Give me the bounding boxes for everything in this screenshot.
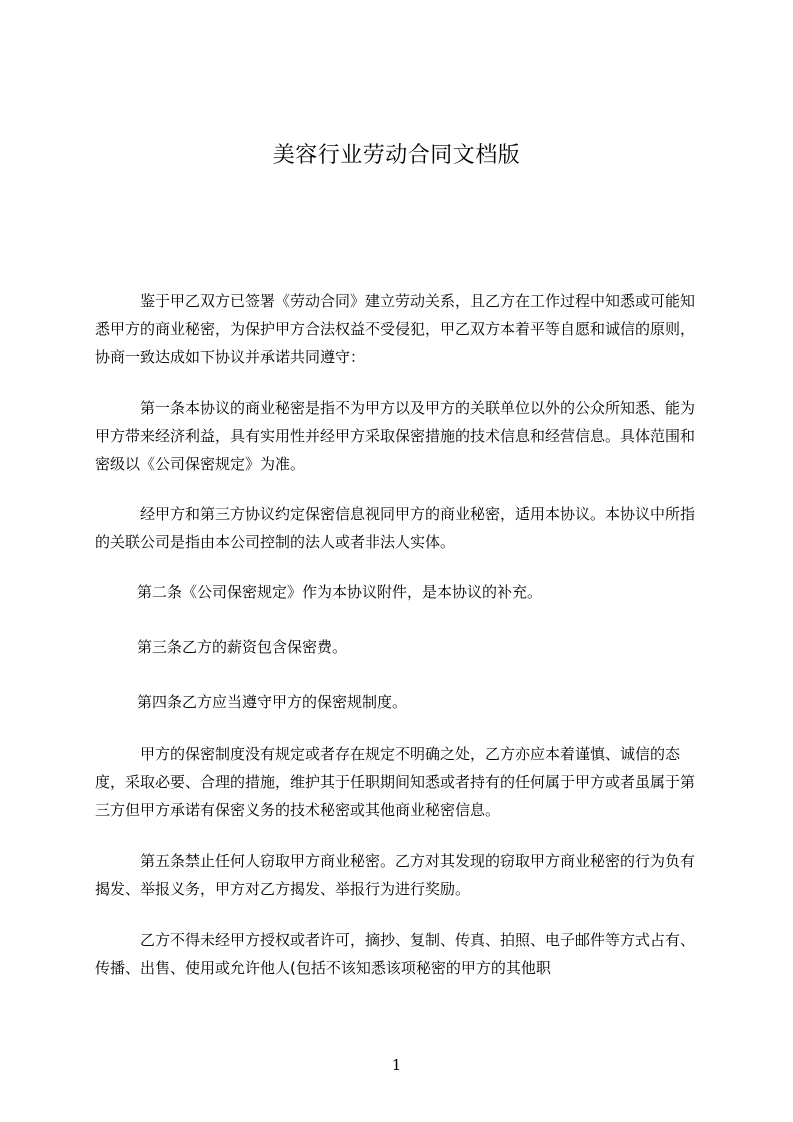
- paragraph-preamble: 鉴于甲乙双方已签署《劳动合同》建立劳动关系，且乙方在工作过程中知悉或可能知悉甲方的商业秘密，为保护甲方合法权益不受侵犯，甲乙双方本着平等自愿和诚信的原则，协商一致达成如下协议并承诺共同遵守：: [95, 292, 696, 366]
- page-number: 1: [391, 1056, 402, 1074]
- paragraph-article-5: 第五条禁止任何人窃取甲方商业秘密。乙方对其发现的窃取甲方商业秘密的行为负有揭发、举报义务，甲方对乙方揭发、举报行为进行奖励。: [95, 852, 696, 898]
- paragraph-prohibition: 乙方不得未经甲方授权或者许可，摘抄、复制、传真、拍照、电子邮件等方式占有、传播、出售、使用或允许他人(包括不该知悉该项秘密的甲方的其他职: [95, 931, 696, 977]
- document-title: 美容行业劳动合同文档版: [272, 143, 521, 168]
- paragraph-article-2: 第二条《公司保密规定》作为本协议附件，是本协议的补充。: [137, 583, 543, 601]
- paragraph-confidentiality-duty: 甲方的保密制度没有规定或者存在规定不明确之处，乙方亦应本着谨慎、诚信的态度，采取必要、合理的措施，维护其于任职期间知悉或者持有的任何属于甲方或者虽属于第三方但甲方承诺有保密义务的技术秘密或其他商业秘密信息。: [95, 745, 696, 819]
- paragraph-third-party-info: 经甲方和第三方协议约定保密信息视同甲方的商业秘密，适用本协议。本协议中所指的关联公司是指由本公司控制的法人或者非法人实体。: [95, 505, 696, 551]
- paragraph-article-3: 第三条乙方的薪资包含保密费。: [137, 638, 348, 656]
- paragraph-article-1: 第一条本协议的商业秘密是指不为甲方以及甲方的关联单位以外的公众所知悉、能为甲方带来经济利益，具有实用性并经甲方采取保密措施的技术信息和经营信息。具体范围和密级以《公司保密规定》为准。: [95, 399, 696, 473]
- paragraph-article-4: 第四条乙方应当遵守甲方的保密规制度。: [137, 693, 408, 711]
